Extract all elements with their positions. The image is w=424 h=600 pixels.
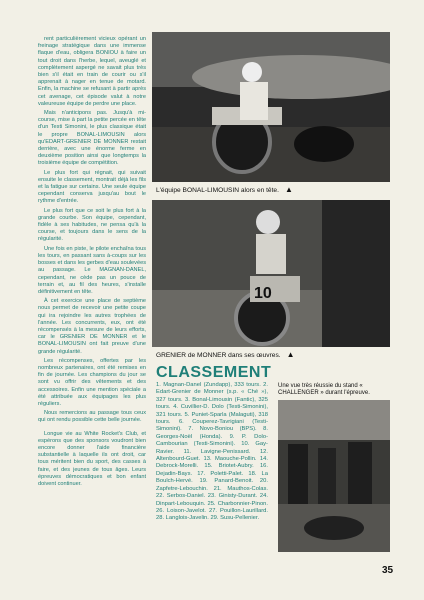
article-column — [38, 36, 146, 490]
photo-challenger-stand — [278, 400, 390, 552]
article-paragraph: Nous remercions au passage tous ceux qui ont rendu possible cette belle journée. — [38, 410, 146, 424]
photo2-caption-text: GRENIER de MONNER dans ses œuvres. — [156, 352, 281, 359]
photo1-caption — [156, 186, 293, 195]
rider-photo-1-image — [152, 32, 390, 182]
triangle-icon: ▲ — [284, 185, 293, 194]
photo-grenier-de-monner — [152, 200, 390, 347]
article-paragraph: Les récompenses, offertes par les nombreux partenaires, ont été remises en fin de journée. Les champions du jour se sont vu offrir des vêtements et des accessoires. Enfin une mention spéciale a été attribuée aux équipages les plus réguliers. — [38, 357, 146, 407]
closing-note: Longue vie au White Rocket's Club, et espérons que des sponsors voudront bien encore donner l'aide financière substantielle à laquelle ils ont droit, car tous méritent bien du sport, des casses à faire, et des jeunes de tous âges. Leurs épreuves démocratiques et bon enfant doivent continuer. — [38, 430, 146, 487]
photo3-caption — [278, 383, 390, 397]
article-paragraph: Une fois en piste, le pilote enchaîna tous les tours, en passant sans à-coups sur les bosses et dans les gerbes d'eau soulevées au passage. Le MAGNAN-DANEL, cependant, ne cède pas un pouce de terrain et, au fil des heures, s'installe définitivement en tête. — [38, 245, 146, 295]
photo-bonal-limousin — [152, 32, 390, 182]
article-paragraph: Le plus fort que ce soit le plus fort à la grande courbe. Son équipe, cependant, fidèle à ses habitudes, ne pensa qu'à la course, et toujours dans le sens de la régularité. — [38, 207, 146, 243]
article-paragraph: À cet exercice une place de septième nous permet de recevoir une petite coupe qui ira rejoindre les autres trophées de l'année. Les concurrents, eux, ont été récompensés à la mesure de leurs efforts, car le GRENIER DE MONNER et le BONAL-LIMOUSIN ont fait preuve d'une grande régularité. — [38, 298, 146, 355]
triangle-icon: ▲ — [286, 350, 295, 359]
article-paragraph: Le plus fort qui régnait, qui suivait ensuite le classement, montrait déjà les fils et la fatigue sur certains. Une seule équipe cependant conserva jusqu'au bout le rythme d'entrée. — [38, 169, 146, 205]
rider-photo-2-image — [152, 200, 390, 347]
photo1-caption-text: L'équipe BONAL-LIMOUSIN alors en tête. — [156, 187, 279, 194]
classement-results: 1. Magnan-Danel (Zundapp), 333 tours. 2. Edart-Grenier de Monner (s.p. « Ché »), 327 tours. 3. Bonal-Limousin (Fantic), 325 tours. 4. Cuvillier-D. Dolo (Testi-Simonini), 321 tours. 5. Puniet-Sparla (Malaguti), 318 tours. 6. Couperez-Tavrigiani (Testi-Simonini). 7. Novo-Boniou (BPS). 8. Georges-Noël (Honda). 9. P. Dolo-Cambourian (Testi-Simonini). 10. Gay-Ravier. 11. Lavigne-Penissard. 12. Altenbourd-Guet. 13. Maouche-Pollin. 14. Debrock-Morelli. 15. Briotet-Aubry. 16. Dejadin-Bays. 17. Poletti-Palet. 18. La Boulch-Hervé. 19. Panard-Benoit. 20. Zapfetre-Lebouchin. 21. Mauthos-Colas. 22. Serbos-Daniel. 23. Ginisty-Durant. 24. Dinpart-Lebouquin. 25. Charbonnier-Pinon. 26. Loison-Javelot. 27. Pouillon-Laurillard. 28. Langlois-Javelin. 29. Susu-Pellenier. — [156, 382, 268, 522]
article-paragraph: Mais n'anticipons pas. Jusqu'à mi-course, mise à part la petite percée en tête d'un Testi Simonini, le plus classique était le propre BONAL-LIMOUSIN alors qu'EDART-GRENIER DE MONNER restait derrière, avec une énorme ferme en deuxième position ainsi que longtemps la troisième équipe de compétition. — [38, 110, 146, 167]
stand-photo-image — [278, 400, 390, 552]
page-number: 35 — [382, 565, 394, 576]
photo2-caption — [156, 351, 295, 360]
photo3-caption-text: Une vue très réussie du stand « CHALLENGER » durant l'épreuve. — [278, 383, 370, 396]
article-paragraph: rent particulièrement vicieux opérant un freinage stratégique dans une immense flaque d'eau, obligera BONIOU à faire un tout droit dans l'herbe, lequel, aveuglé et complètement aspergé ne savait plus très bien s'il était en train de courir ou s'il apprenait à nager en tenue de motard. Enfin, la machine se refusant à partir après cet avenage, cet épisode valut à notre valeureuse équipe de perdre une place. — [38, 36, 146, 107]
classement-heading: CLASSEMENT — [156, 364, 272, 381]
svg-text:10: 10 — [254, 285, 272, 302]
